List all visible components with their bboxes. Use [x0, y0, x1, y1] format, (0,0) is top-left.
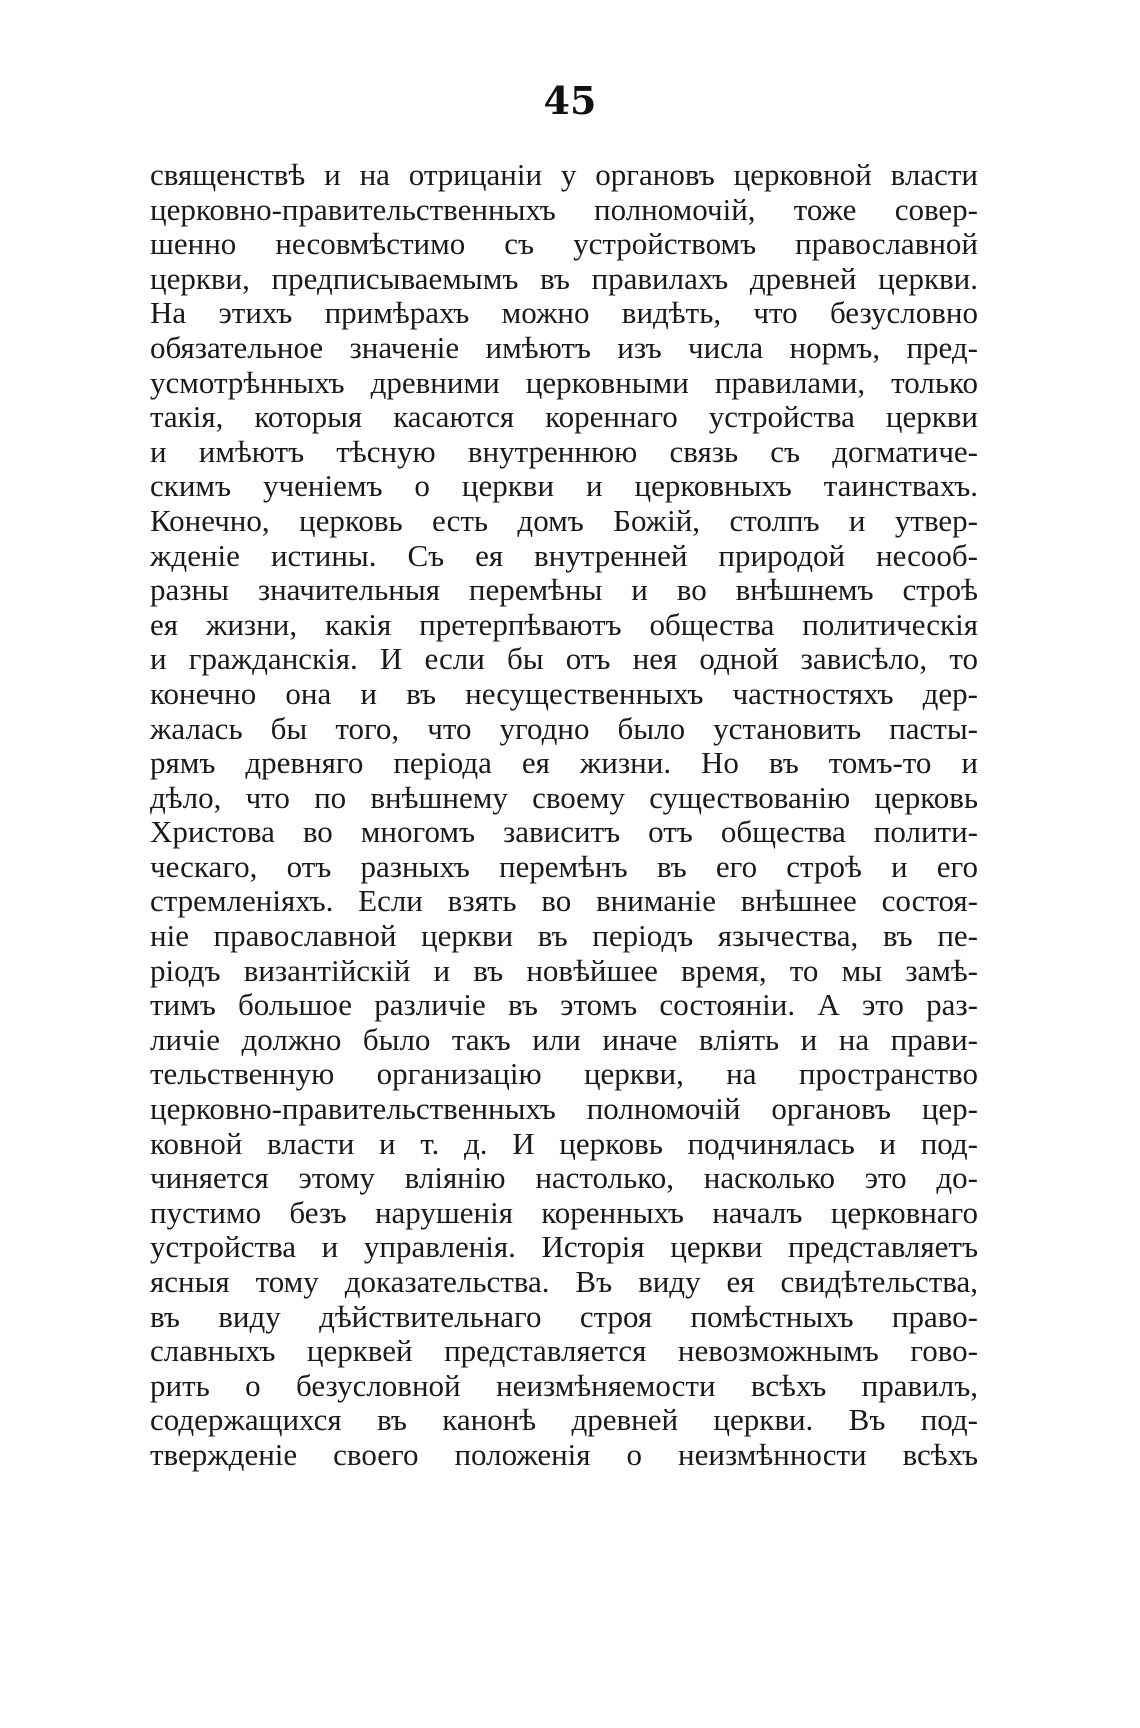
text-line: жденiе истины. Съ ея внутренней природой несооб- — [150, 538, 978, 573]
text-line: разны значительныя перемѣны и во внѣшнемъ строѣ — [150, 573, 978, 608]
text-line: Конечно, церковь есть домъ Божiй, столпъ и утвер- — [150, 503, 978, 538]
text-line: славныхъ церквей представляется невозможнымъ гово- — [150, 1334, 978, 1369]
text-line: рямъ древняго перiода ея жизни. Но въ томъ-то и — [150, 746, 978, 781]
page-number: 45 — [543, 78, 597, 123]
text-line: такiя, которыя касаются кореннаго устройства церкви — [150, 400, 978, 435]
text-line: усмотрѣнныхъ древними церковными правилами, только — [150, 365, 978, 400]
text-line: шенно несовмѣстимо съ устройствомъ православной — [150, 227, 978, 262]
text-line: обязательное значенiе имѣютъ изъ числа нормъ, пред- — [150, 330, 978, 365]
text-line: устройства и управленiя. Исторiя церкви представляетъ — [150, 1230, 978, 1265]
text-line: ясныя тому доказательства. Въ виду ея свидѣтельства, — [150, 1265, 978, 1299]
text-line: рiодъ византiйскiй и въ новѣйшее время, то мы замѣ- — [150, 953, 978, 988]
text-line: личiе должно было такъ или иначе влiять и на прави- — [150, 1022, 978, 1057]
text-line: твержденiе своего положенiя о неизмѣнности всѣхъ — [150, 1437, 978, 1472]
text-line: тимъ большое различiе въ этомъ состоянiи. А это раз- — [150, 988, 978, 1023]
text-line: Христова во многомъ зависитъ отъ общества полити- — [150, 815, 978, 850]
text-line: рить о безусловной неизмѣняемости всѣхъ правилъ, — [150, 1368, 978, 1403]
text-line: ея жизни, какiя претерпѣваютъ общества политическiя — [150, 607, 978, 642]
text-line: церковно-правительственныхъ полномочiй, тоже совер- — [150, 192, 978, 227]
text-line: и гражданскiя. И если бы отъ нея одной зависѣло, то — [150, 642, 978, 677]
text-line: церковно-правительственныхъ полномочiй органовъ цер- — [150, 1092, 978, 1127]
text-line: въ виду дѣйствительнаго строя помѣстныхъ право- — [150, 1299, 978, 1334]
text-line: тельственную организацiю церкви, на пространство — [150, 1057, 978, 1092]
text-line: нiе православной церкви въ перiодъ язычества, въ пе- — [150, 919, 978, 954]
text-line: содержащихся въ канонѣ древней церкви. Въ под- — [150, 1403, 978, 1438]
text-line: ковной власти и т. д. И церковь подчинялась и под- — [150, 1126, 978, 1161]
text-line: чиняется этому влiянiю настолько, насколько это до- — [150, 1161, 978, 1196]
text-line: ческаго, отъ разныхъ перемѣнъ въ его строѣ и его — [150, 849, 978, 884]
text-line: На этихъ примѣрахъ можно видѣть, что безусловно — [150, 296, 978, 331]
text-line: священствѣ и на отрицанiи у органовъ церковной власти — [150, 158, 978, 192]
text-line: конечно она и въ несущественныхъ частностяхъ дер- — [150, 676, 978, 711]
text-line: скимъ ученiемъ о церкви и церковныхъ таинствахъ. — [150, 469, 978, 504]
text-line: пустимо безъ нарушенiя коренныхъ началъ церковнаго — [150, 1195, 978, 1230]
text-line: и имѣютъ тѣсную внутреннюю связь съ догматиче- — [150, 434, 978, 469]
text-line: дѣло, что по внѣшнему своему существованiю церковь — [150, 780, 978, 815]
text-line: церкви, предписываемымъ въ правилахъ древней церкви. — [150, 261, 978, 296]
body-text — [150, 158, 978, 1473]
text-line: жалась бы того, что угодно было установить пасты- — [150, 711, 978, 746]
text-line: стремленiяхъ. Если взять во вниманiе внѣшнее состоя- — [150, 884, 978, 919]
